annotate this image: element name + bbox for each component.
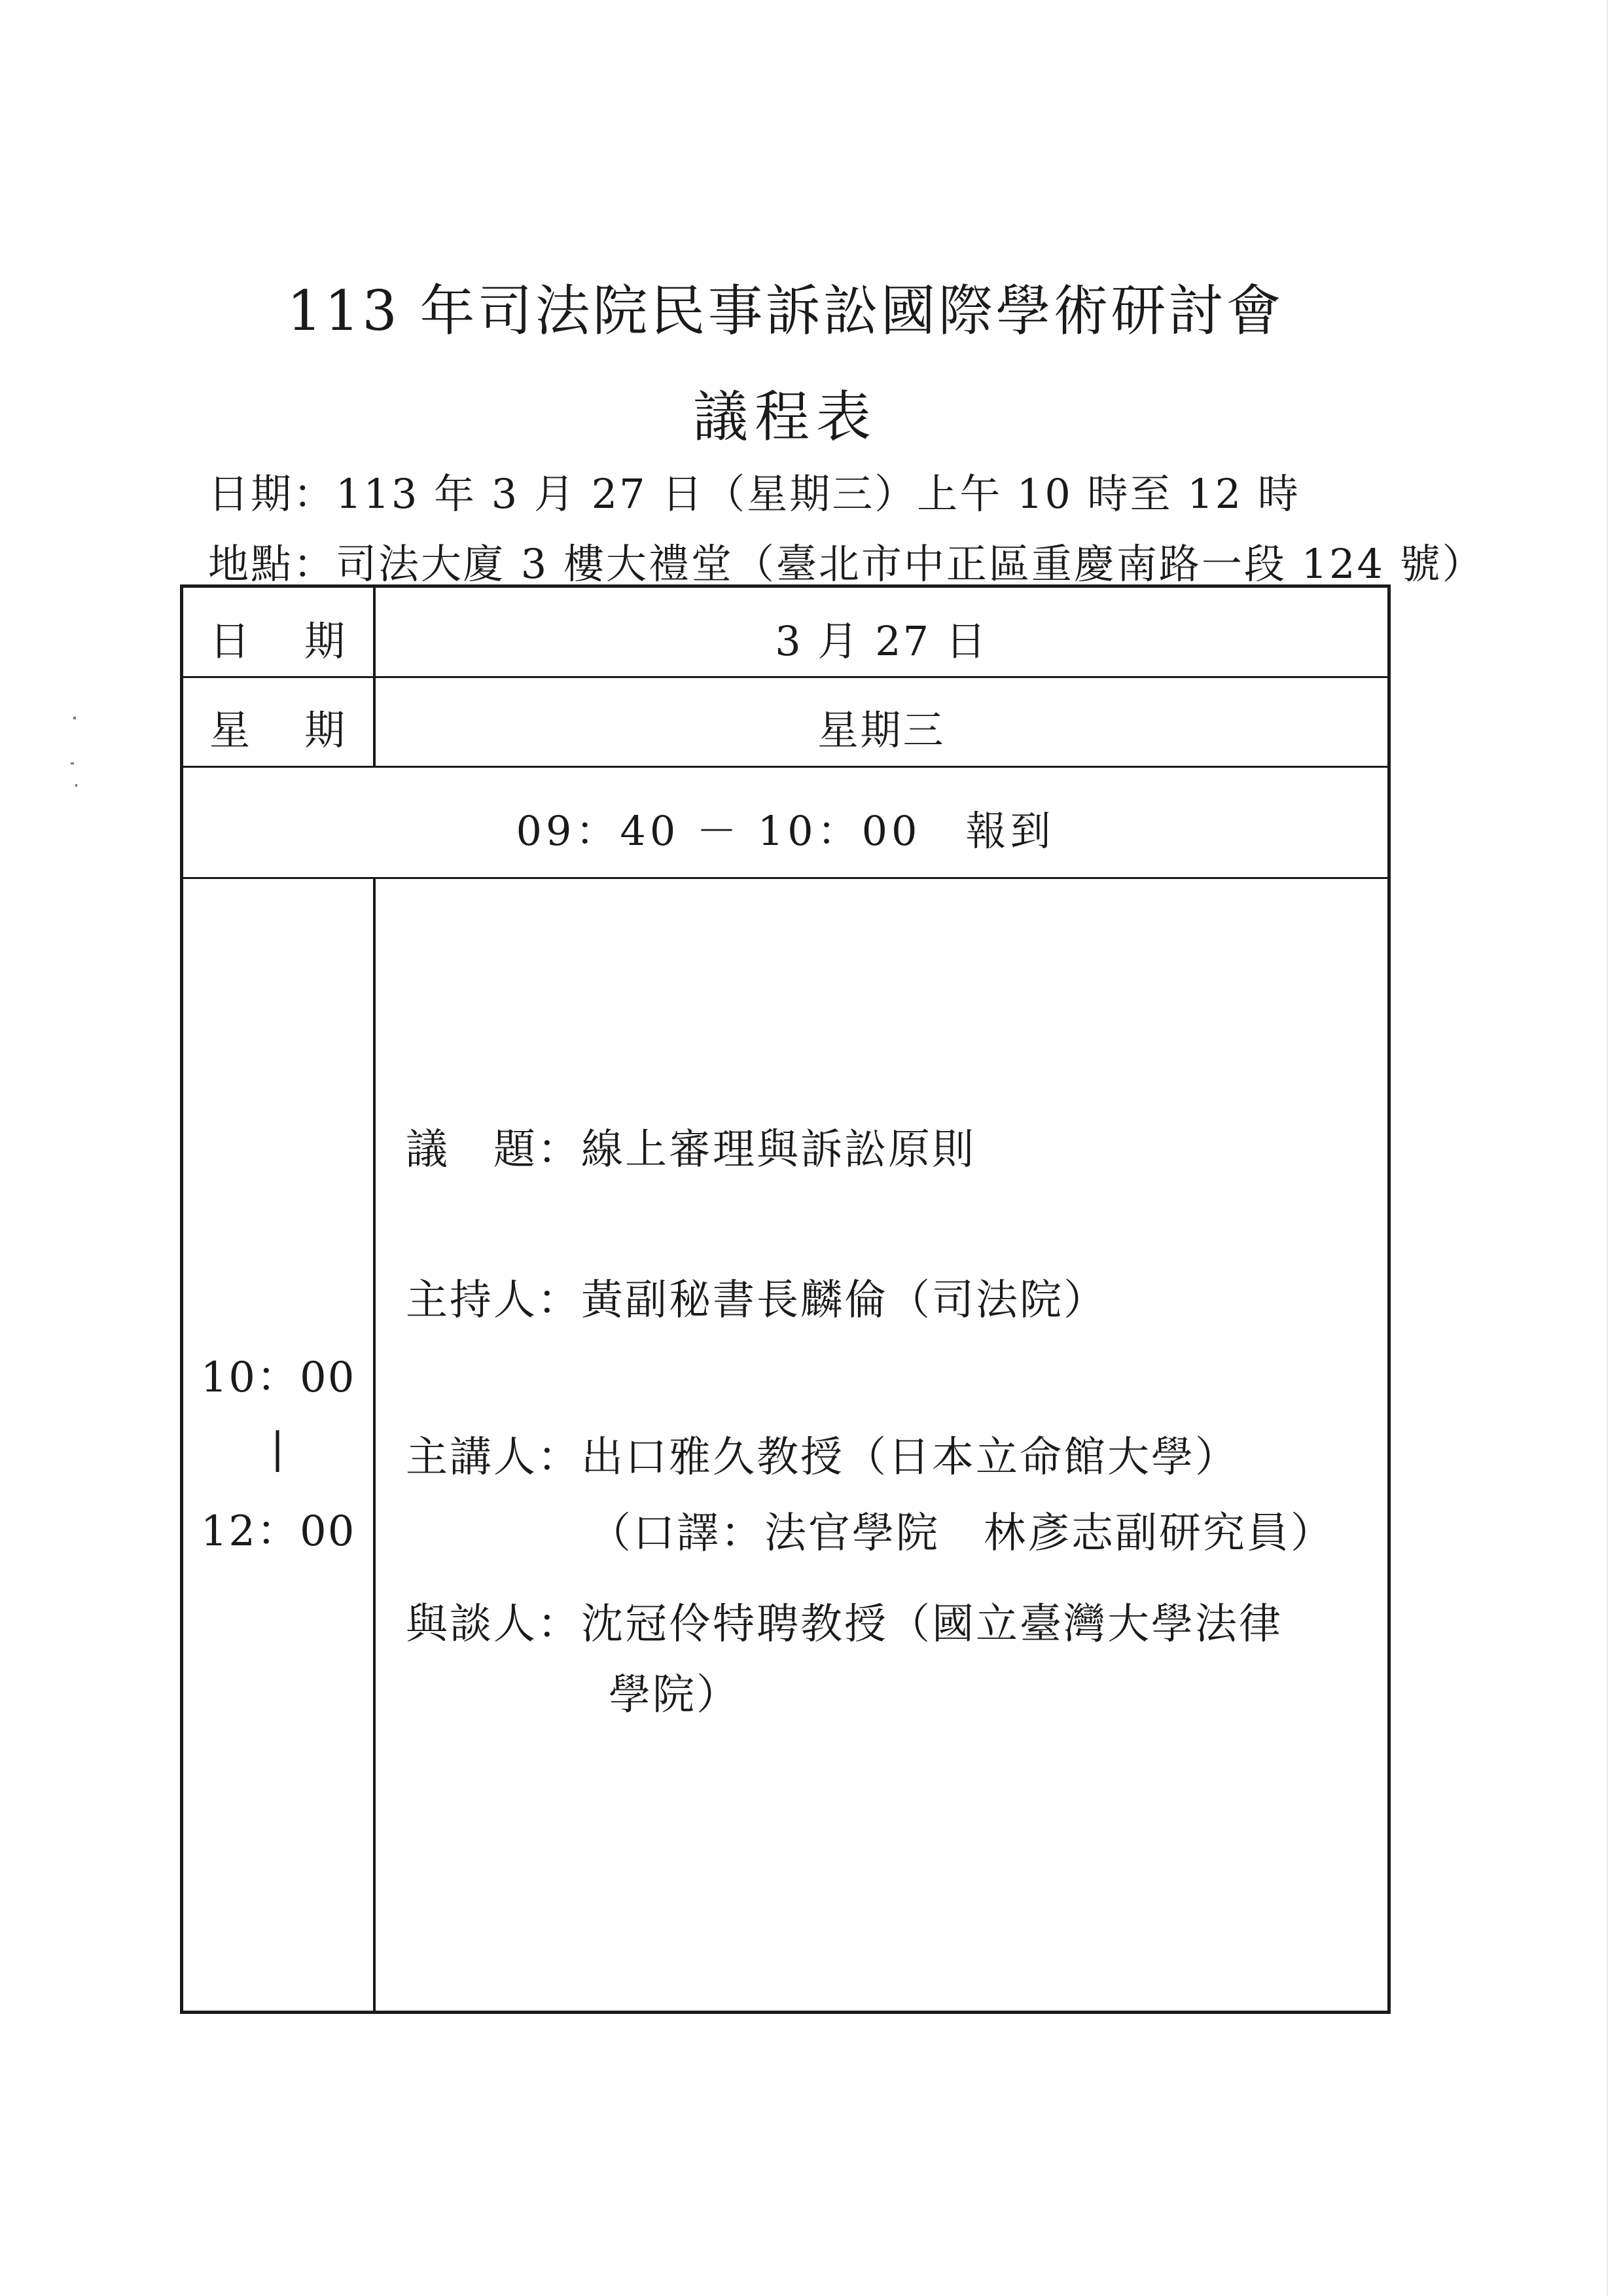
table-rule bbox=[183, 877, 1387, 879]
session-start-time: 10：00 bbox=[200, 1354, 356, 1402]
scan-speck bbox=[75, 784, 77, 787]
registration-row: 09：40 － 10：00 報到 bbox=[516, 807, 1055, 855]
date-value: 3 月 27 日 bbox=[775, 617, 988, 665]
agenda-table bbox=[180, 584, 1391, 2014]
weekday-value: 星期三 bbox=[817, 706, 946, 754]
weekday-label-char: 星 bbox=[209, 706, 253, 754]
session-discussant: 與談人：沈冠伶特聘教授（國立臺灣大學法律 bbox=[406, 1600, 1283, 1649]
date-label bbox=[209, 609, 347, 667]
scan-speck bbox=[73, 717, 76, 719]
session-end-time: 12：00 bbox=[200, 1507, 356, 1556]
document-title: 113 年司法院民事訴訟國際學術研討會 bbox=[287, 279, 1284, 343]
weekday-label bbox=[209, 698, 347, 756]
document-subtitle: 議程表 bbox=[692, 385, 878, 449]
date-label-char: 期 bbox=[304, 617, 347, 665]
session-interpreter: （口譯：法官學院 林彥志副研究員） bbox=[589, 1509, 1334, 1558]
table-rule bbox=[183, 766, 1387, 768]
scan-speck bbox=[71, 762, 74, 764]
event-venue-line: 地點：司法大廈 3 樓大禮堂（臺北市中正區重慶南路一段 124 號） bbox=[208, 540, 1485, 588]
session-speaker: 主講人：出口雅久教授（日本立命館大學） bbox=[406, 1433, 1239, 1482]
table-column-rule bbox=[373, 877, 376, 2011]
scan-edge-line bbox=[1607, 0, 1608, 2296]
session-topic: 議 題：線上審理與訴訟原則 bbox=[406, 1126, 976, 1174]
session-time-separator: | bbox=[270, 1424, 286, 1473]
weekday-label-char: 期 bbox=[304, 706, 347, 754]
table-rule bbox=[183, 676, 1387, 678]
session-discussant-continued: 學院） bbox=[609, 1671, 740, 1719]
date-label-char: 日 bbox=[209, 617, 253, 665]
event-date-line: 日期：113 年 3 月 27 日（星期三）上午 10 時至 12 時 bbox=[208, 470, 1300, 518]
session-moderator: 主持人：黃副秘書長麟倫（司法院） bbox=[406, 1276, 1107, 1325]
